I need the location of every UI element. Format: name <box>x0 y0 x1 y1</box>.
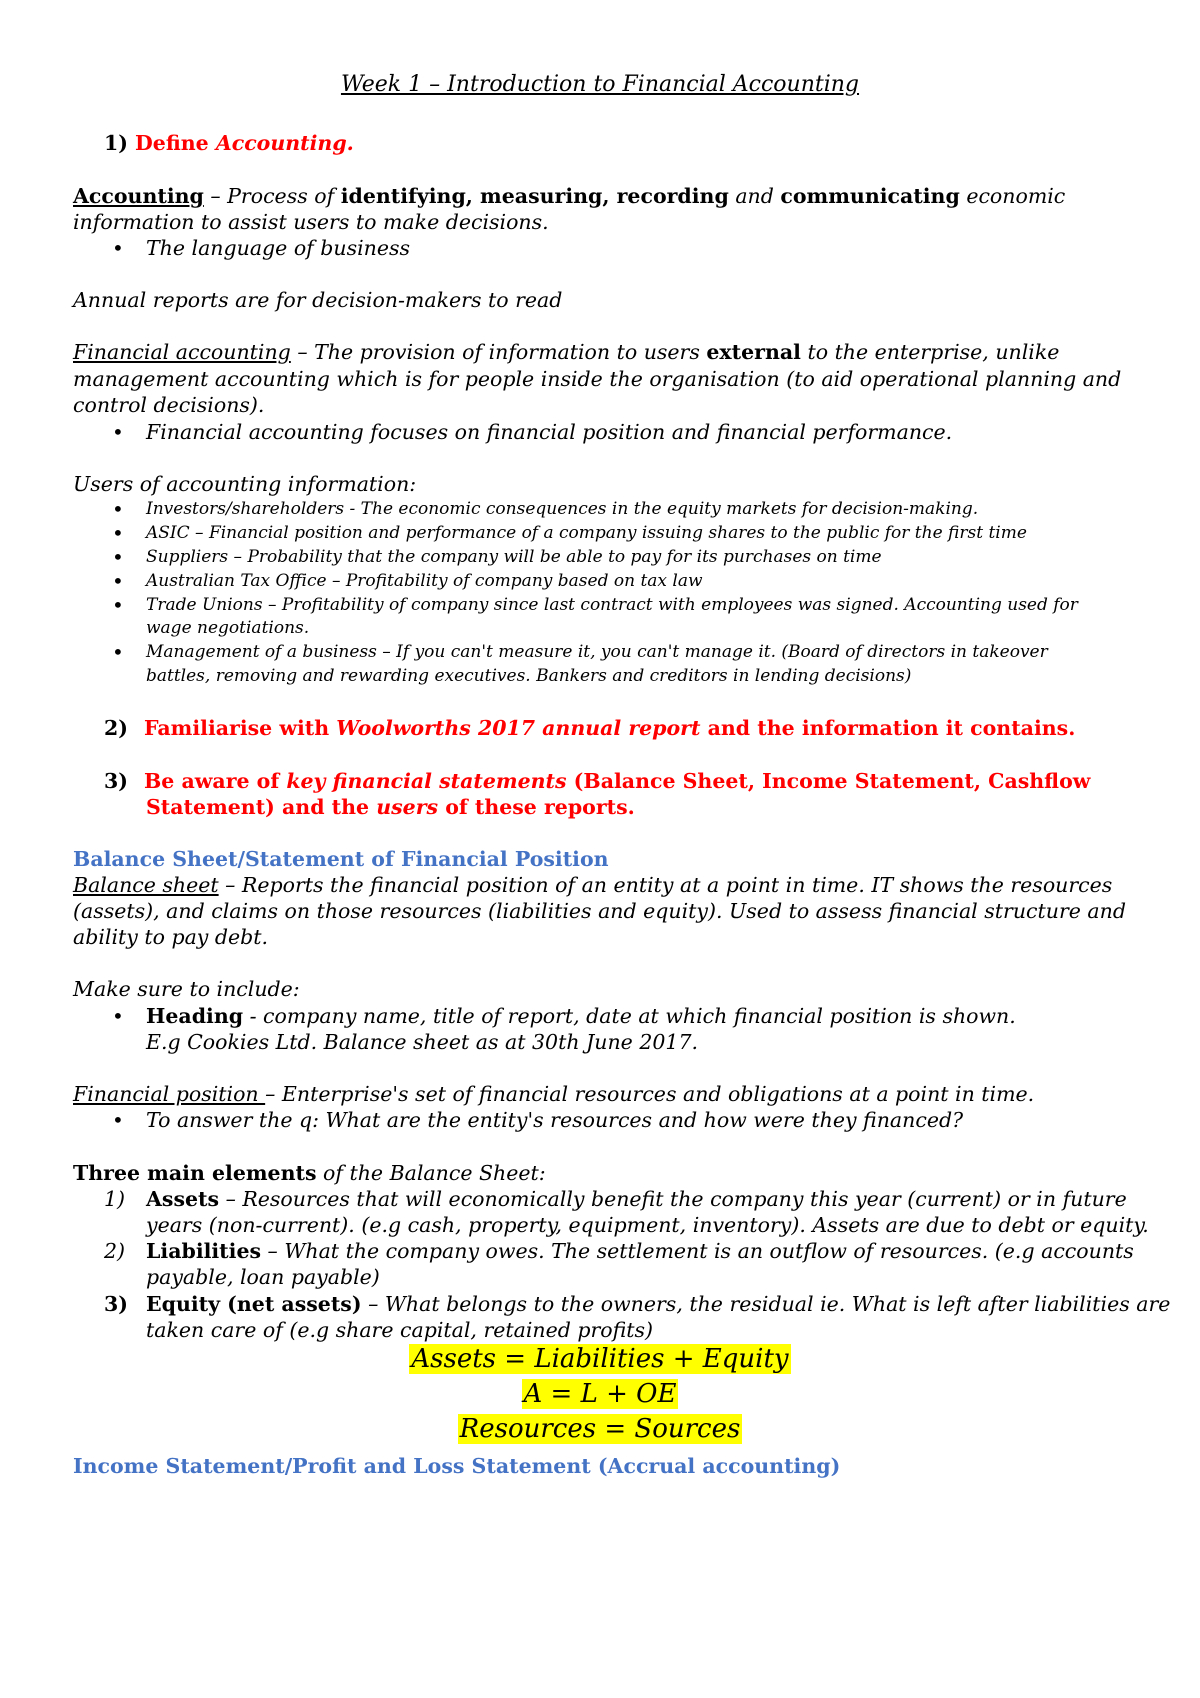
question-emphasis: Accounting. <box>215 131 354 155</box>
element-number: 3) <box>104 1292 128 1316</box>
element-liabilities <box>146 1237 1134 1265</box>
question-text: Define <box>135 131 216 155</box>
element-assets-line2: years (non-current). (e.g cash, property, equipment, inventory). Assets are due to debt or equity. <box>146 1213 1149 1237</box>
balance-sheet-line3: ability to pay debt. <box>73 925 269 949</box>
bullet-icon: • <box>112 545 124 569</box>
element-number: 1) <box>104 1187 126 1211</box>
term-balance-sheet: Balance sheet <box>73 873 219 897</box>
users-item: ASIC – Financial position and performance of a company issuing shares to the public for the first time <box>146 523 1027 543</box>
text: – What the company owes. The settlement is an outflow of resources. (e.g accounts <box>261 1239 1134 1263</box>
question-1 <box>73 129 354 157</box>
elements-heading <box>73 1159 546 1187</box>
text: - company name, title of report, date at which financial position is shown. <box>243 1004 1016 1028</box>
accounting-definition <box>73 182 1065 210</box>
bullet-icon: • <box>112 236 124 260</box>
term-financial-accounting: Financial accounting <box>73 340 291 364</box>
text: – Resources that will economically benefit the company this year (current) or in future <box>219 1187 1127 1211</box>
make-sure-heading: Make sure to include: <box>73 977 300 1001</box>
bold-text: Heading <box>146 1004 244 1028</box>
bullet-icon: • <box>112 593 124 617</box>
text: – The provision of information to users <box>290 340 707 364</box>
element-equity-line2: taken care of (e.g share capital, retained profits) <box>146 1318 654 1342</box>
balance-sheet-definition <box>73 871 1112 899</box>
bullet-icon: • <box>112 569 124 593</box>
question-3-line2 <box>146 793 635 821</box>
element-liabilities-line2: payable, loan payable) <box>146 1265 380 1289</box>
equation-text: Assets = Liabilities + Equity <box>411 1344 789 1374</box>
bold-text: external <box>706 340 801 364</box>
users-item: Australian Tax Office – Profitability of company based on tax law <box>146 571 703 591</box>
bold-text: Three main elements <box>73 1161 317 1185</box>
bullet-icon: • <box>112 1108 124 1132</box>
text: economic <box>959 184 1066 208</box>
question-3 <box>104 767 1090 795</box>
bullet-icon: • <box>112 420 124 444</box>
example-line: E.g Cookies Ltd. Balance sheet as at 30th June 2017. <box>146 1030 699 1054</box>
element-equity <box>146 1290 1170 1318</box>
element-assets <box>146 1185 1127 1213</box>
bullet-item: Financial accounting focuses on financial position and financial performance. <box>146 420 953 444</box>
bullet-icon: • <box>112 640 124 664</box>
question-emphasis: users <box>376 795 439 819</box>
question-number: 3) <box>104 769 128 793</box>
question-emphasis: Woolworths 2017 annual report <box>336 716 701 740</box>
section-heading-balance-sheet: Balance Sheet/Statement of Financial Position <box>73 847 609 871</box>
bold-text: Liabilities <box>146 1239 262 1263</box>
term-accounting: Accounting <box>73 184 204 208</box>
bold-text: Equity (net assets) <box>146 1292 362 1316</box>
financial-accounting-line2: management accounting which is for people inside the organisation (to aid operational planning and <box>73 367 1122 391</box>
annual-reports-note: Annual reports are for decision-makers to read <box>73 288 563 312</box>
question-number: 1) <box>104 131 128 155</box>
bold-text: communicating <box>780 184 960 208</box>
users-item: Trade Unions – Profitability of company since last contract with employees was signed. Accounting used for <box>146 595 1078 615</box>
text: to the enterprise, unlike <box>800 340 1060 364</box>
users-item: Management of a business – If you can't measure it, you can't manage it. (Board of directors in takeover <box>146 642 1048 662</box>
text: – Process of <box>203 184 341 208</box>
bullet-icon: • <box>112 1004 124 1028</box>
financial-accounting-line3: control decisions). <box>73 393 265 417</box>
question-emphasis: key financial statements <box>286 769 567 793</box>
question-text: (Balance Sheet, Income Statement, Cashflow <box>566 769 1091 793</box>
users-item-continued: wage negotiations. <box>146 618 310 638</box>
accounting-definition-line2: information to assist users to make decisions. <box>73 210 549 234</box>
question-text: of these reports. <box>438 795 635 819</box>
question-text: Be aware of <box>143 769 287 793</box>
balance-sheet-line2: (assets), and claims on those resources (liabilities and equity). Used to assess financial structure and <box>73 899 1126 923</box>
bold-text: Assets <box>146 1187 220 1211</box>
users-item: Investors/shareholders - The economic consequences in the equity markets for decision-making. <box>146 499 979 519</box>
users-item: Suppliers – Probability that the company will be able to pay for its purchases on time <box>146 547 882 567</box>
question-2 <box>104 714 1075 742</box>
equation-text: Resources = Sources <box>459 1414 741 1444</box>
bullet-item: To answer the q: What are the entity's resources and how were they financed? <box>146 1108 964 1132</box>
financial-position-definition <box>73 1080 1034 1108</box>
question-text: and the information it contains. <box>700 716 1076 740</box>
equation-1 <box>0 1342 1200 1377</box>
term-financial-position: Financial position <box>73 1082 266 1106</box>
bold-text: identifying, measuring, recording <box>340 184 729 208</box>
equation-3 <box>0 1412 1200 1447</box>
users-item-continued: battles, removing and rewarding executives. Bankers and creditors in lending decisions) <box>146 666 912 686</box>
equation-2 <box>0 1377 1200 1412</box>
financial-accounting-definition <box>73 338 1059 366</box>
section-heading-income-statement: Income Statement/Profit and Loss Statement (Accrual accounting) <box>73 1454 841 1478</box>
text: – What belongs to the owners, the residual ie. What is left after liabilities are <box>361 1292 1171 1316</box>
page-title: Week 1 – Introduction to Financial Accounting <box>340 72 860 97</box>
text: – Enterprise's set of financial resources and obligations at a point in time. <box>265 1082 1035 1106</box>
element-number: 2) <box>104 1239 126 1263</box>
question-number: 2) <box>104 716 128 740</box>
text: and <box>728 184 781 208</box>
bullet-icon: • <box>112 497 124 521</box>
equation-text: A = L + OE <box>523 1379 677 1409</box>
question-text: Familiarise with <box>143 716 337 740</box>
text: – Reports the financial position of an entity at a point in time. IT shows the resources <box>218 873 1113 897</box>
question-text: Statement) and the <box>146 795 377 819</box>
bullet-icon: • <box>112 521 124 545</box>
users-heading: Users of accounting information: <box>73 472 417 496</box>
bullet-item-heading <box>146 1002 1016 1030</box>
bullet-item: The language of business <box>146 236 411 260</box>
text: of the Balance Sheet: <box>316 1161 546 1185</box>
